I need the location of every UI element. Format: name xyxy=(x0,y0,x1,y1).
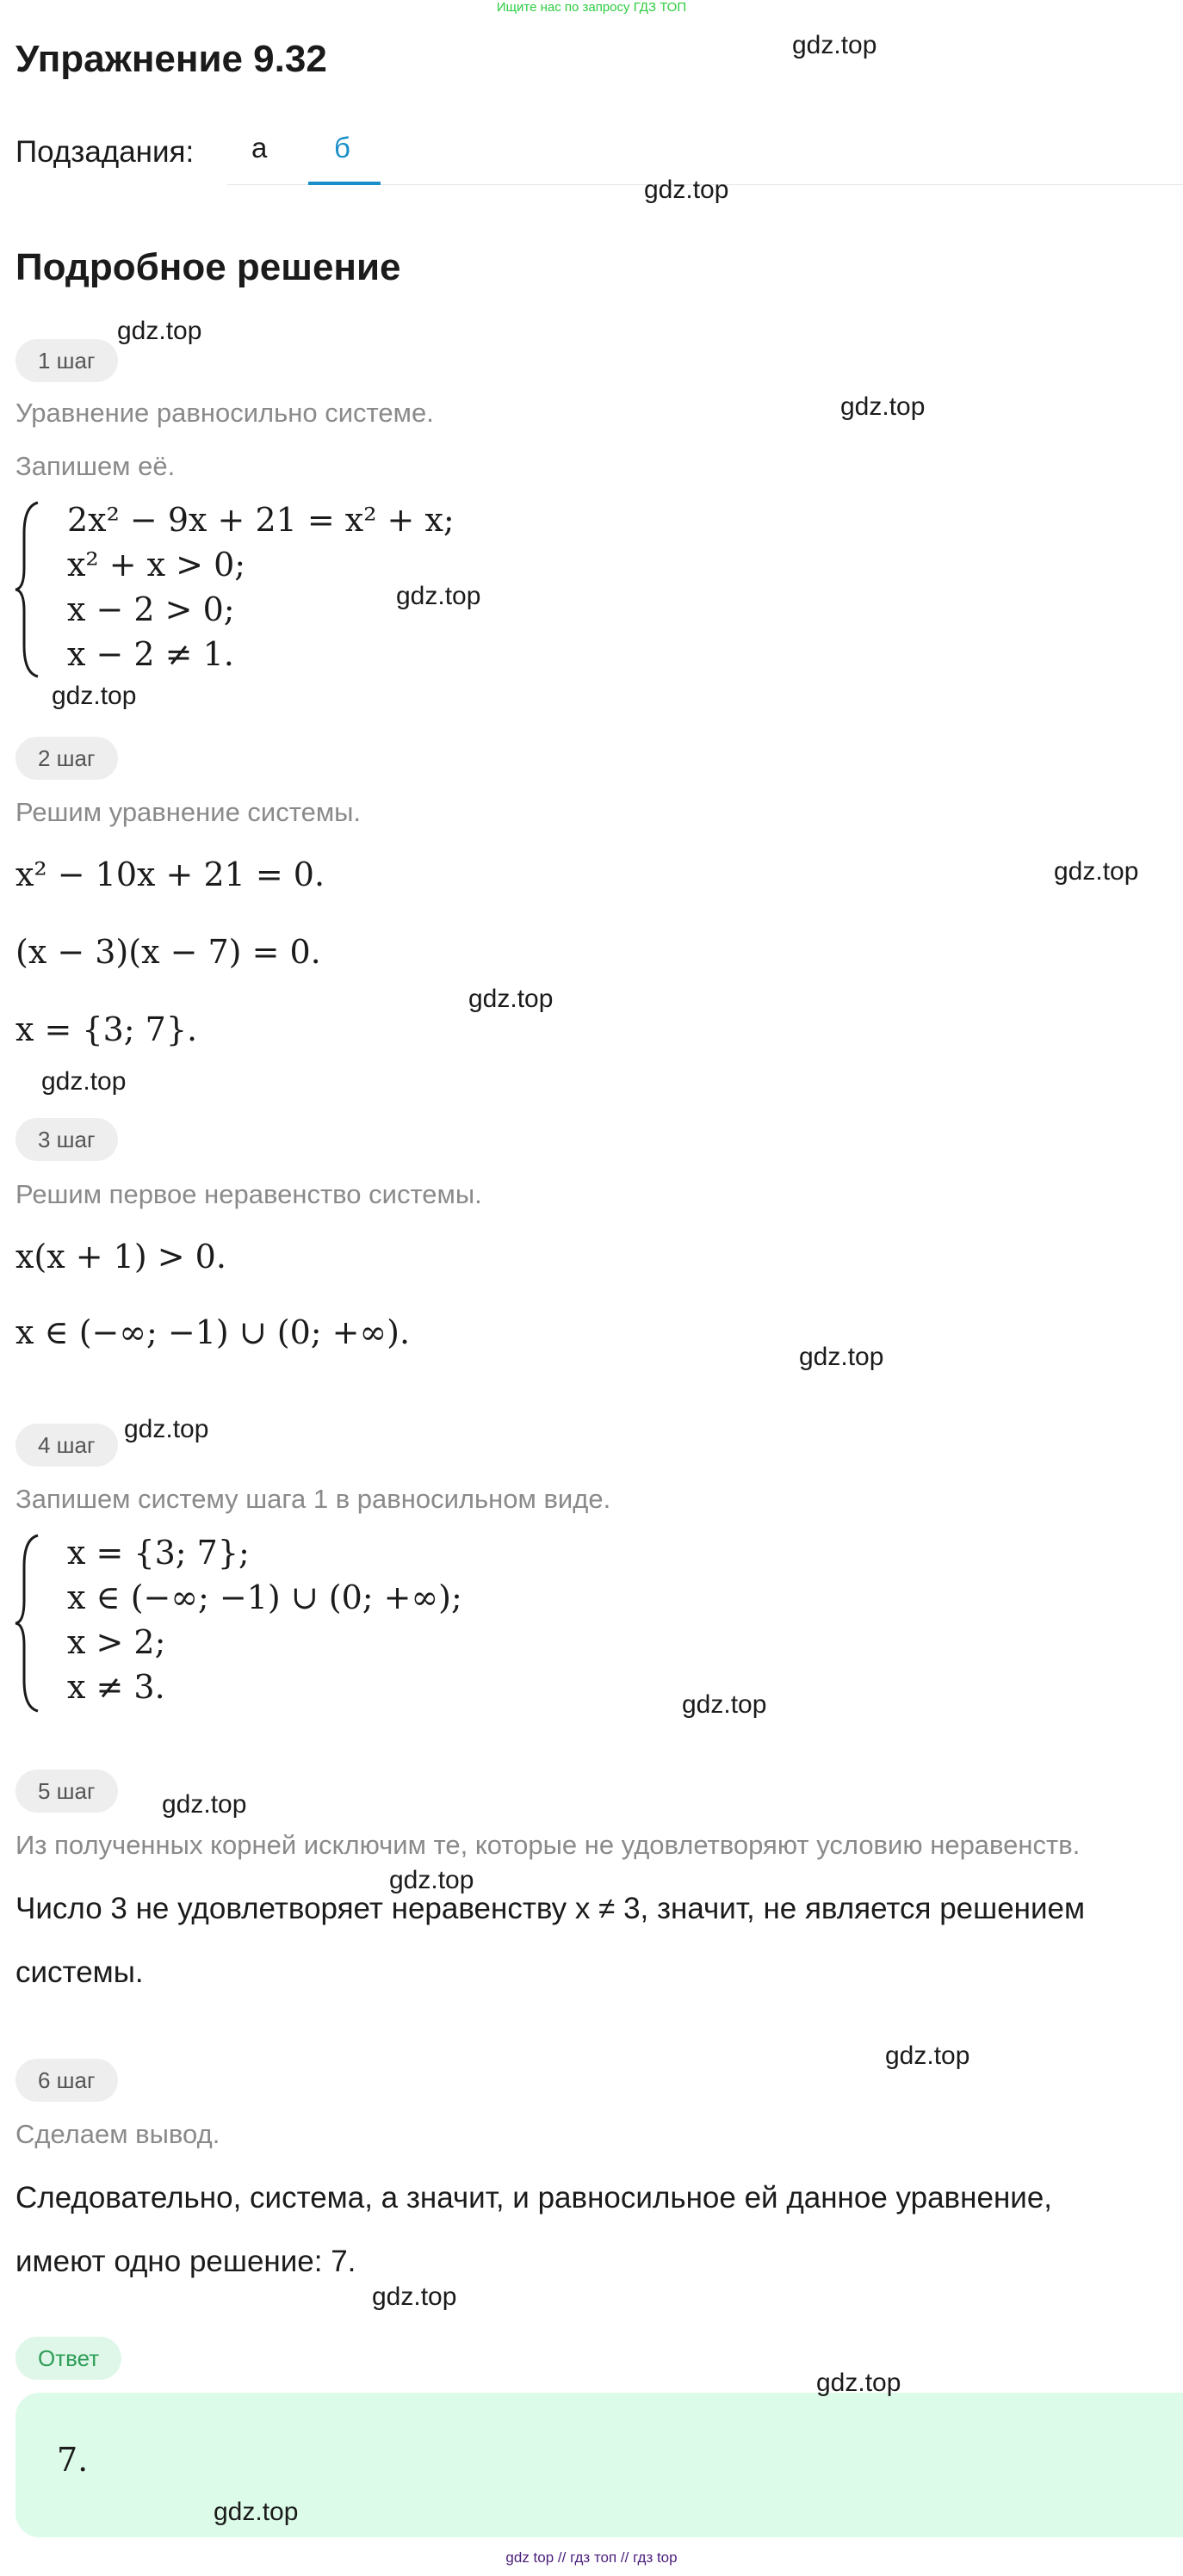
system-1-line-1: 2x² − 9x + 21 = x² + x; xyxy=(67,501,455,539)
watermark: gdz.top xyxy=(396,582,481,610)
step-1-badge: 1 шаг xyxy=(15,339,118,382)
step-5-badge: 5 шаг xyxy=(15,1770,118,1813)
step-6-text-1: Сделаем вывод. xyxy=(15,2119,220,2149)
watermark: gdz.top xyxy=(885,2042,970,2070)
step-3-badge: 3 шаг xyxy=(15,1118,118,1161)
watermark: gdz.top xyxy=(1054,857,1139,886)
step-5-text-1: Из полученных корней исключим те, которые не удовлетворяют условию неравенств. xyxy=(15,1830,1081,1860)
watermark: gdz.top xyxy=(41,1067,127,1096)
watermark: gdz.top xyxy=(792,31,877,59)
watermark: gdz.top xyxy=(468,985,554,1013)
answer-badge: Ответ xyxy=(15,2337,121,2380)
answer-value: 7. xyxy=(57,2441,89,2479)
watermark: gdz.top xyxy=(682,1690,767,1719)
watermark: gdz.top xyxy=(389,1866,474,1894)
step-1-text-2: Запишем её. xyxy=(15,451,176,481)
system-4-line-2: x ∈ (−∞; −1) ∪ (0; +∞); xyxy=(67,1578,462,1616)
watermark: gdz.top xyxy=(124,1415,209,1443)
step-1-text-1: Уравнение равносильно системе. xyxy=(15,398,434,428)
step-2-text-1: Решим уравнение системы. xyxy=(15,797,362,827)
system-4-line-4: x ≠ 3. xyxy=(67,1668,165,1706)
watermark: gdz.top xyxy=(644,176,729,204)
watermark: gdz.top xyxy=(214,2498,299,2526)
step-3-math-2: x ∈ (−∞; −1) ∪ (0; +∞). xyxy=(15,1313,411,1351)
section-title: Подробное решение xyxy=(15,246,401,288)
system-1-line-2: x² + x > 0; xyxy=(67,546,246,584)
step-6-body-2: имеют одно решение: 7. xyxy=(15,2245,356,2278)
system-1-line-4: x − 2 ≠ 1. xyxy=(67,635,234,673)
watermark: gdz.top xyxy=(840,392,926,421)
step-3-math-1: x(x + 1) > 0. xyxy=(15,1238,226,1276)
step-6-body-1: Следовательно, система, а значит, и равносильное ей данное уравнение, xyxy=(15,2181,1053,2215)
watermark: gdz.top xyxy=(162,1790,247,1819)
watermark: gdz.top xyxy=(799,1343,884,1371)
subtasks-label: Подзадания: xyxy=(15,135,195,169)
system-brace-step-1 xyxy=(12,499,43,680)
watermark: gdz.top xyxy=(372,2283,457,2311)
step-3-text-1: Решим первое неравенство системы. xyxy=(15,1179,482,1209)
subtask-tab-a[interactable]: а xyxy=(251,132,268,164)
step-4-text-1: Запишем систему шага 1 в равносильном виде. xyxy=(15,1484,611,1514)
system-1-line-3: x − 2 > 0; xyxy=(67,590,235,628)
step-2-math-1: x² − 10x + 21 = 0. xyxy=(15,856,325,893)
page-title: Упражнение 9.32 xyxy=(15,38,327,80)
watermark: gdz.top xyxy=(816,2369,901,2397)
step-4-badge: 4 шаг xyxy=(15,1424,118,1467)
system-4-line-1: x = {3; 7}; xyxy=(67,1534,250,1572)
watermark: gdz.top xyxy=(117,317,202,345)
watermark: gdz.top xyxy=(52,682,137,710)
step-5-body-2: системы. xyxy=(15,1955,144,1989)
step-2-math-3: x = {3; 7}. xyxy=(15,1010,198,1048)
system-4-line-3: x > 2; xyxy=(67,1623,166,1661)
system-brace-step-4 xyxy=(12,1532,43,1714)
top-banner: Ищите нас по запросу ГДЗ ТОП xyxy=(496,0,687,15)
subtask-tab-b[interactable]: б xyxy=(334,132,350,164)
answer-box xyxy=(15,2393,1183,2537)
step-2-math-2: (x − 3)(x − 7) = 0. xyxy=(15,933,321,971)
footer-links[interactable]: gdz top // гдз топ // гдз top xyxy=(505,2549,678,2566)
active-tab-indicator xyxy=(308,182,381,185)
step-2-badge: 2 шаг xyxy=(15,737,118,780)
step-6-badge: 6 шаг xyxy=(15,2059,118,2102)
step-5-body-1: Число 3 не удовлетворяет неравенству x ≠ 3, значит, не является решением xyxy=(15,1892,1086,1925)
